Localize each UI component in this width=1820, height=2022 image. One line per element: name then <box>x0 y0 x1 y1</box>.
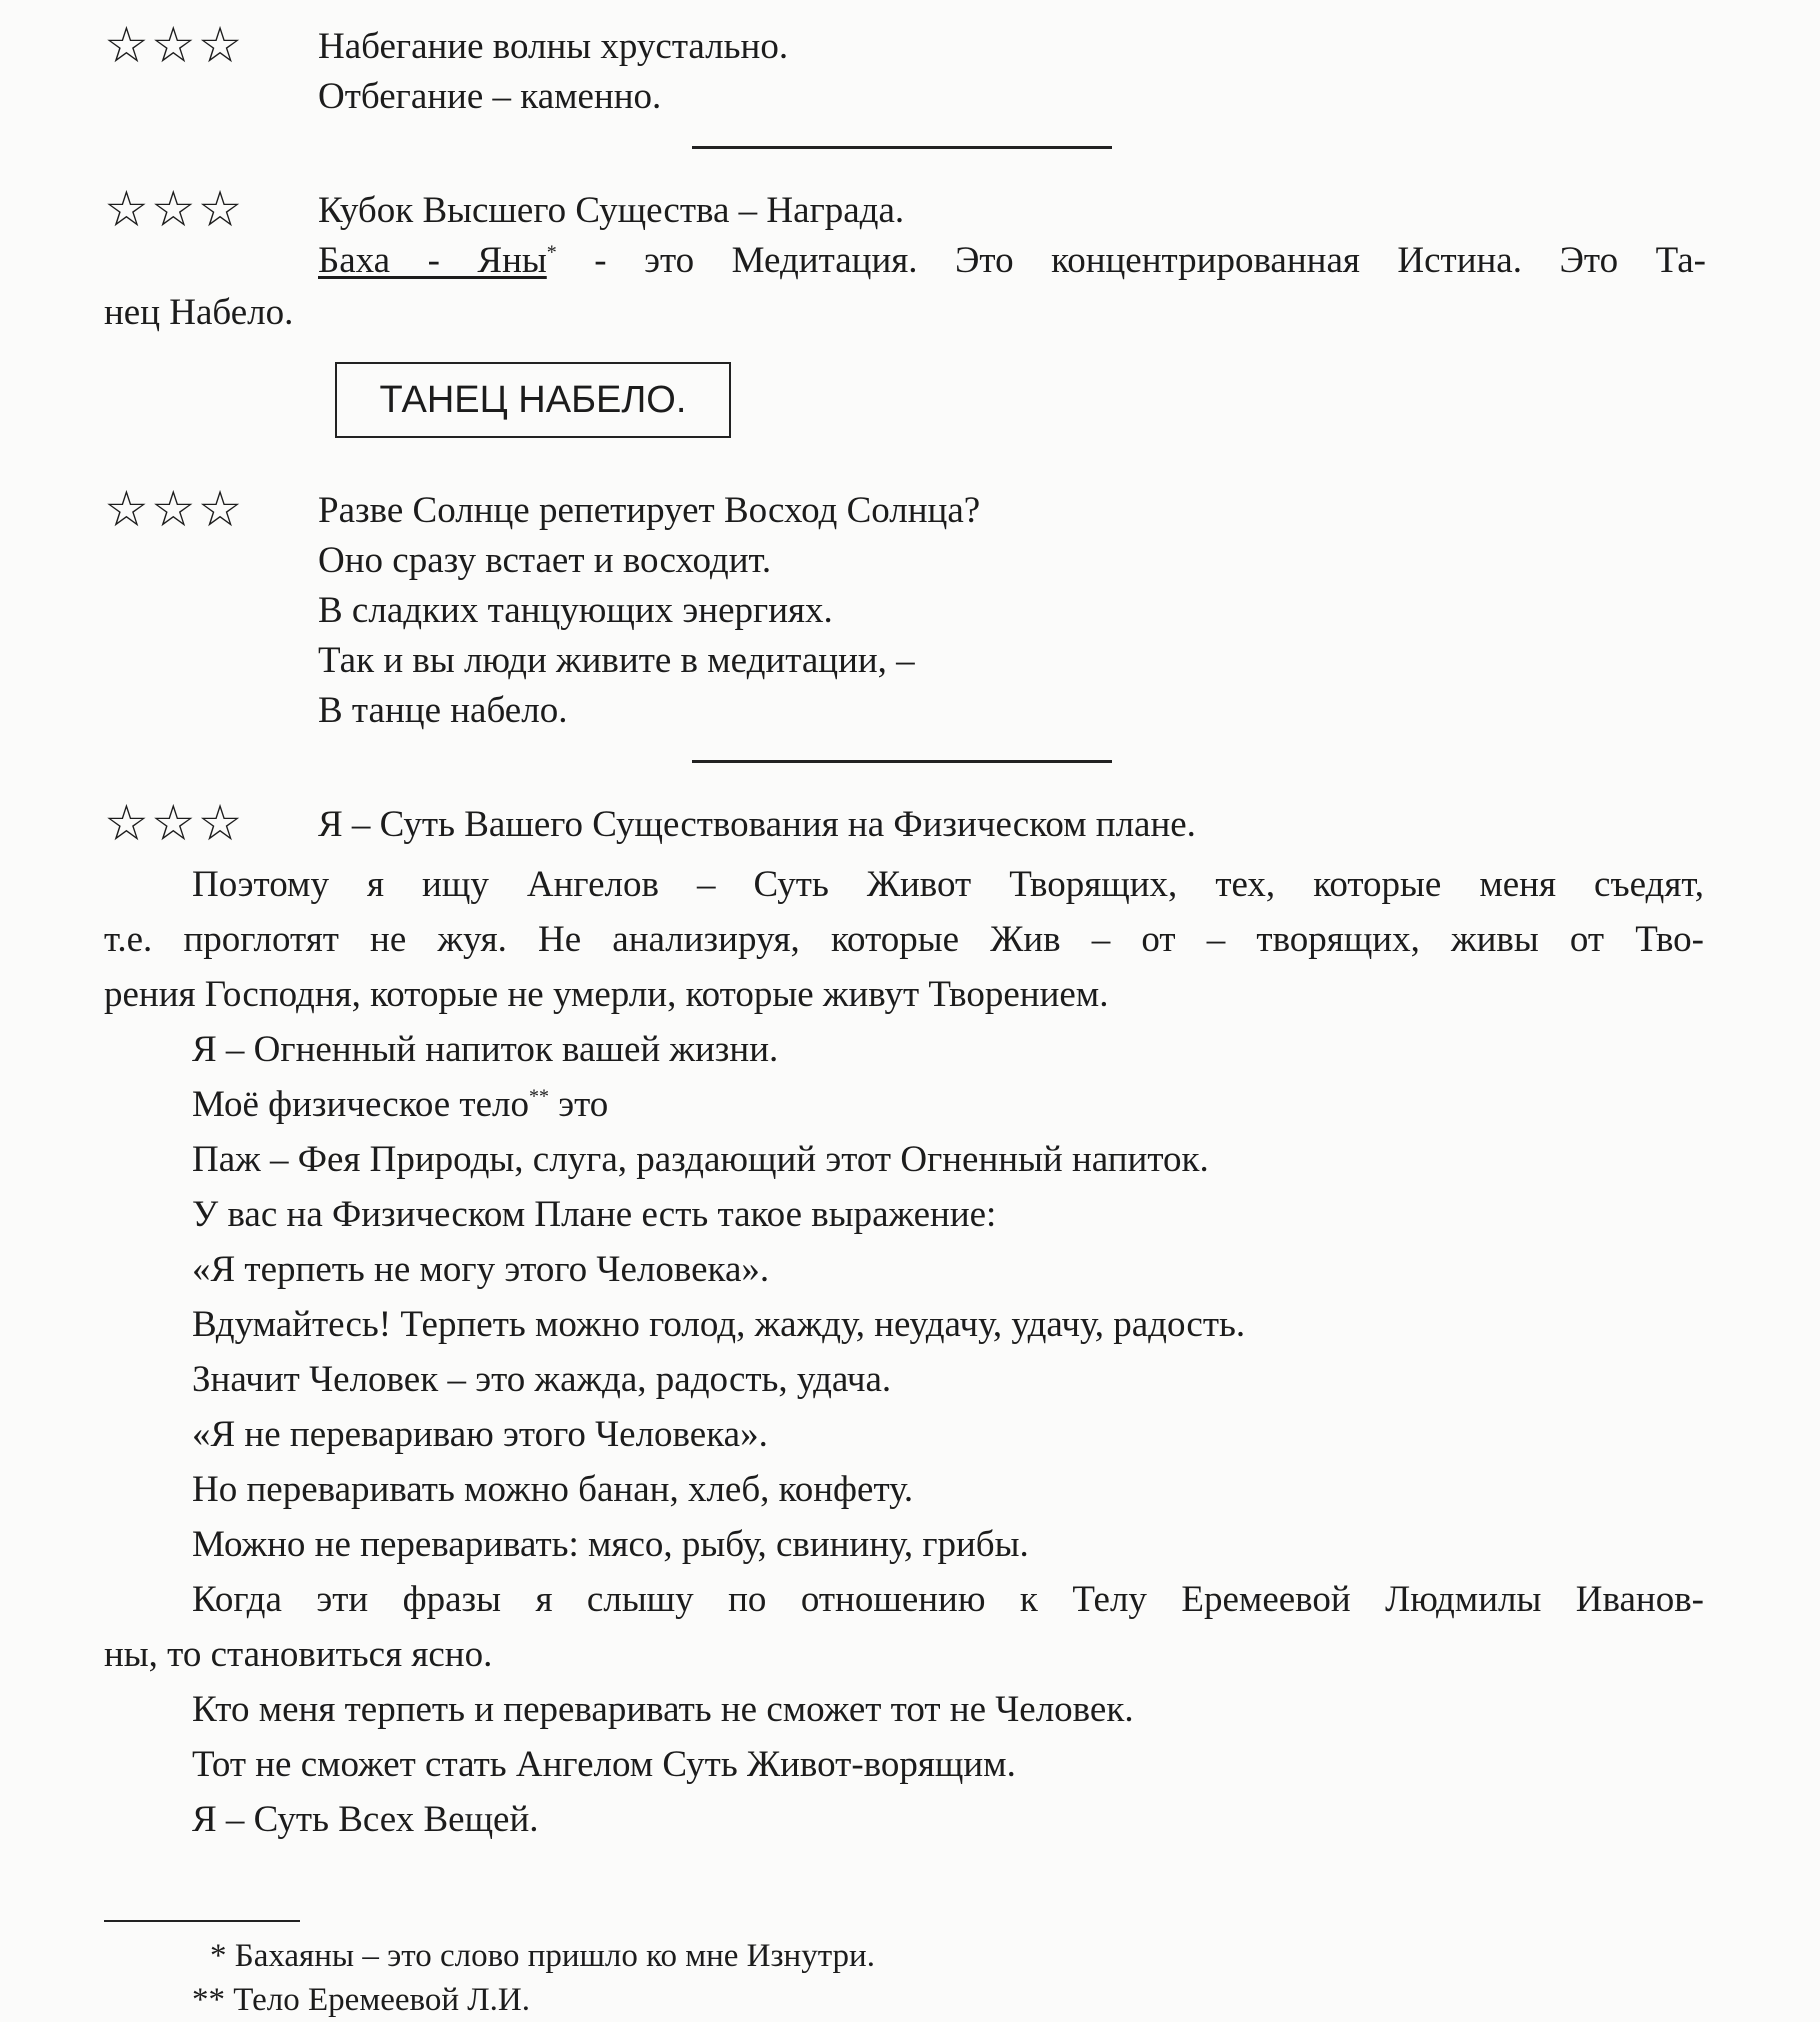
footnote: * Бахаяны – это слово пришло ко мне Изнутри. <box>210 1938 875 1974</box>
footnote-marker: ** <box>529 1085 549 1108</box>
paragraph-line: ны, то становиться ясно. <box>104 1634 493 1675</box>
verse-line <box>318 236 1706 286</box>
verse-line: Оно сразу встает и восходит. <box>318 540 772 581</box>
verse-line: Я – Суть Вашего Существования на Физическом плане. <box>318 804 1196 845</box>
text-line: Можно не переваривать: мясо, рыбу, свинину, грибы. <box>192 1524 1029 1565</box>
text-line: Паж – Фея Природы, слуга, раздающий этот Огненный напиток. <box>192 1139 1209 1180</box>
stars-ornament: ☆☆☆ <box>104 481 245 537</box>
text-line: «Я терпеть не могу этого Человека». <box>192 1249 770 1290</box>
stars-ornament: ☆☆☆ <box>104 181 245 237</box>
text-line: Я – Суть Всех Вещей. <box>192 1799 539 1840</box>
text-line: «Я не перевариваю этого Человека». <box>192 1414 768 1455</box>
verse-line: В танце набело. <box>318 690 568 731</box>
stars-ornament: ☆☆☆ <box>104 17 245 73</box>
footnote: ** Тело Еремеевой Л.И. <box>192 1982 530 2018</box>
text-line: Кто меня терпеть и переваривать не сможет тот не Человек. <box>192 1689 1134 1730</box>
verse-line: Разве Солнце репетирует Восход Солнца? <box>318 490 981 531</box>
stars-ornament: ☆☆☆ <box>104 795 245 851</box>
section-separator <box>692 146 1112 149</box>
verse-line: Кубок Высшего Существа – Награда. <box>318 190 905 231</box>
term-baha-yany: Баха - Яны <box>318 240 547 281</box>
paragraph-line: т.е. проглотят не жуя. Не анализируя, которые Жив – от – творящих, живы от Тво- <box>104 919 1704 960</box>
boxed-title: ТАНЕЦ НАБЕЛО. <box>335 362 731 438</box>
text-line: Вдумайтесь! Терпеть можно голод, жажду, неудачу, удачу, радость. <box>192 1304 1246 1345</box>
verse-line: В сладких танцующих энергиях. <box>318 590 833 631</box>
section-separator <box>692 760 1112 763</box>
verse-line: Набегание волны хрустально. <box>318 26 789 67</box>
footnote-rule <box>104 1920 300 1922</box>
text-line: Значит Человек – это жажда, радость, удача. <box>192 1359 892 1400</box>
text-line-end: это <box>549 1084 609 1125</box>
text-line-start: Моё физическое тело <box>192 1084 529 1125</box>
text-line: Тот не сможет стать Ангелом Суть Живот-ворящим. <box>192 1744 1016 1785</box>
verse-line-rest: - это Медитация. Это концентрированная Истина. Это Та- <box>556 240 1706 281</box>
paragraph-line: Поэтому я ищу Ангелов – Суть Живот Творящих, тех, которые меня съедят, <box>192 864 1704 905</box>
text-line <box>192 1077 608 1132</box>
paragraph-line: Когда эти фразы я слышу по отношению к Телу Еремеевой Людмилы Иванов- <box>192 1579 1704 1620</box>
paragraph-line: рения Господня, которые не умерли, которые живут Творением. <box>104 974 1109 1015</box>
text-line: Я – Огненный напиток вашей жизни. <box>192 1029 779 1070</box>
verse-line: нец Набело. <box>104 292 294 333</box>
verse-line: Так и вы люди живите в медитации, – <box>318 640 915 681</box>
text-line: У вас на Физическом Плане есть такое выражение: <box>192 1194 997 1235</box>
footnote-marker: * <box>546 241 557 264</box>
verse-line: Отбегание – каменно. <box>318 76 662 117</box>
text-line: Но переваривать можно банан, хлеб, конфету. <box>192 1469 914 1510</box>
